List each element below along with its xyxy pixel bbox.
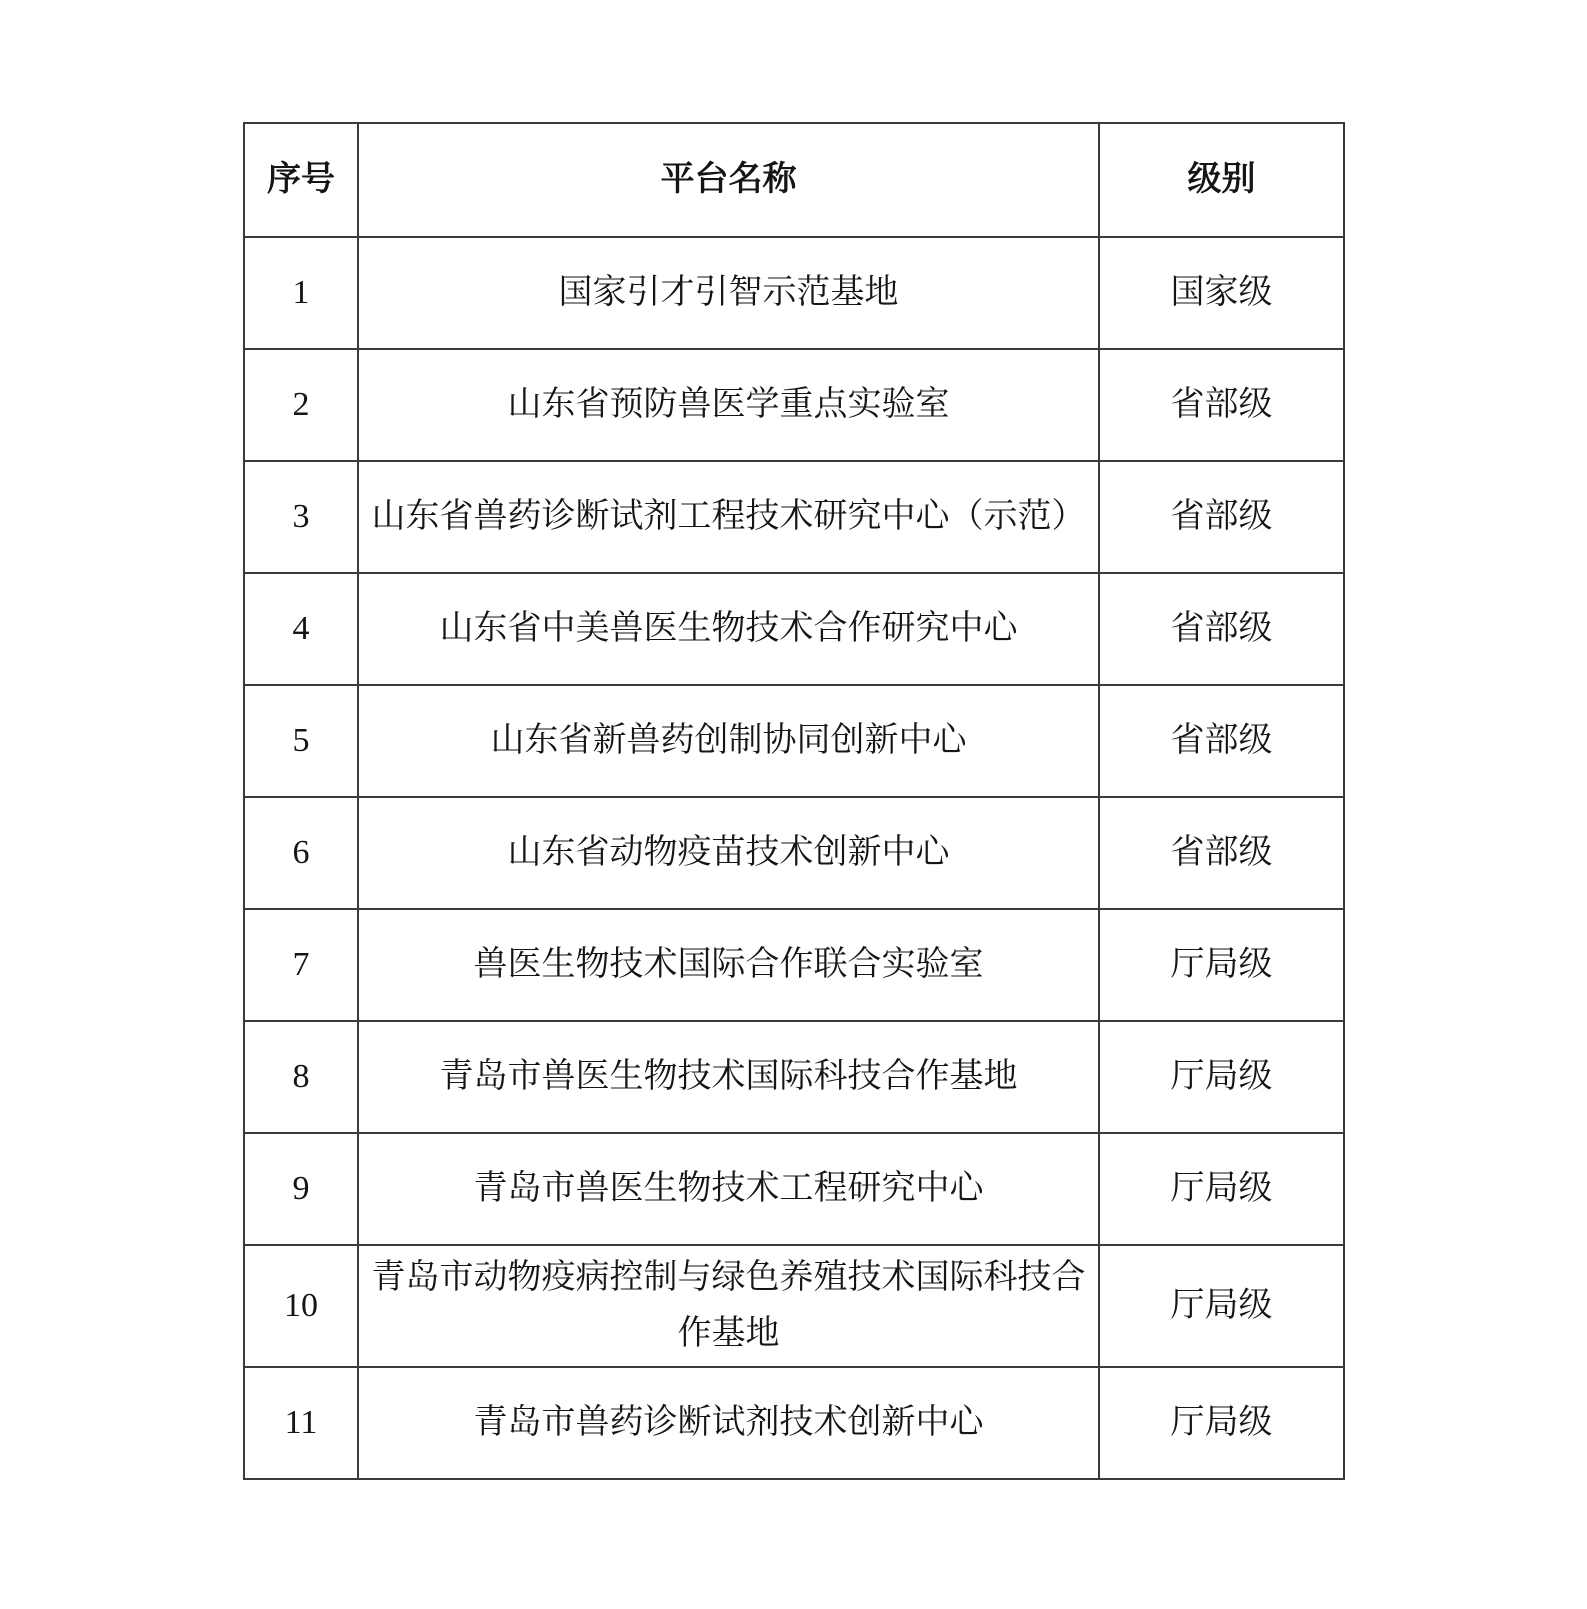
cell-level: 厅局级 bbox=[1099, 1367, 1344, 1479]
cell-level: 厅局级 bbox=[1099, 909, 1344, 1021]
cell-name: 青岛市兽医生物技术工程研究中心 bbox=[358, 1133, 1099, 1245]
table-row bbox=[244, 909, 1344, 1021]
platform-table bbox=[243, 122, 1345, 1480]
cell-level: 省部级 bbox=[1099, 573, 1344, 685]
cell-index: 10 bbox=[244, 1245, 358, 1367]
cell-index: 6 bbox=[244, 797, 358, 909]
cell-index: 2 bbox=[244, 349, 358, 461]
cell-level: 厅局级 bbox=[1099, 1133, 1344, 1245]
cell-name: 山东省中美兽医生物技术合作研究中心 bbox=[358, 573, 1099, 685]
cell-level: 国家级 bbox=[1099, 237, 1344, 349]
cell-index: 1 bbox=[244, 237, 358, 349]
cell-name: 青岛市兽医生物技术国际科技合作基地 bbox=[358, 1021, 1099, 1133]
table-row bbox=[244, 797, 1344, 909]
cell-index: 5 bbox=[244, 685, 358, 797]
cell-name: 青岛市兽药诊断试剂技术创新中心 bbox=[358, 1367, 1099, 1479]
cell-level: 厅局级 bbox=[1099, 1021, 1344, 1133]
cell-index: 7 bbox=[244, 909, 358, 1021]
cell-index: 4 bbox=[244, 573, 358, 685]
table-row bbox=[244, 1245, 1344, 1367]
cell-level: 省部级 bbox=[1099, 797, 1344, 909]
cell-name: 山东省动物疫苗技术创新中心 bbox=[358, 797, 1099, 909]
cell-name: 国家引才引智示范基地 bbox=[358, 237, 1099, 349]
table-row bbox=[244, 461, 1344, 573]
header-cell-index: 序号 bbox=[244, 123, 358, 237]
cell-level: 省部级 bbox=[1099, 461, 1344, 573]
table-row bbox=[244, 349, 1344, 461]
table-row bbox=[244, 237, 1344, 349]
cell-name: 山东省预防兽医学重点实验室 bbox=[358, 349, 1099, 461]
header-cell-level: 级别 bbox=[1099, 123, 1344, 237]
cell-index: 9 bbox=[244, 1133, 358, 1245]
header-row bbox=[244, 123, 1344, 237]
cell-level: 省部级 bbox=[1099, 685, 1344, 797]
table-row bbox=[244, 1021, 1344, 1133]
table-row bbox=[244, 1133, 1344, 1245]
cell-name: 山东省新兽药创制协同创新中心 bbox=[358, 685, 1099, 797]
cell-level: 省部级 bbox=[1099, 349, 1344, 461]
header-cell-name: 平台名称 bbox=[358, 123, 1099, 237]
cell-name: 山东省兽药诊断试剂工程技术研究中心（示范） bbox=[358, 461, 1099, 573]
cell-index: 11 bbox=[244, 1367, 358, 1479]
cell-index: 8 bbox=[244, 1021, 358, 1133]
cell-name: 兽医生物技术国际合作联合实验室 bbox=[358, 909, 1099, 1021]
cell-level: 厅局级 bbox=[1099, 1245, 1344, 1367]
table-row bbox=[244, 1367, 1344, 1479]
table-row bbox=[244, 685, 1344, 797]
cell-name: 青岛市动物疫病控制与绿色养殖技术国际科技合作基地 bbox=[358, 1245, 1099, 1367]
cell-index: 3 bbox=[244, 461, 358, 573]
table-row bbox=[244, 573, 1344, 685]
table-body bbox=[244, 237, 1344, 1479]
